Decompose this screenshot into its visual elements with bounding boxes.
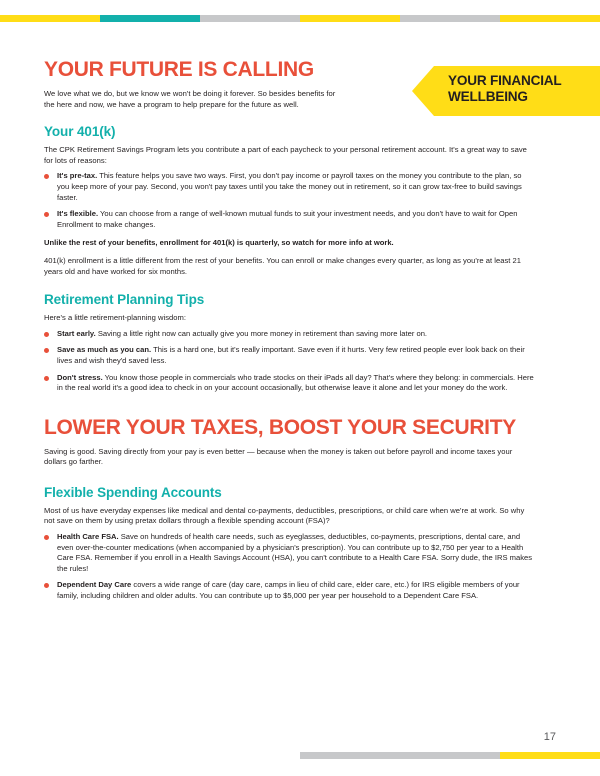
list-item <box>44 532 534 574</box>
list-item-lead: It's pre-tax. <box>57 171 98 181</box>
bullet-dot-icon <box>44 348 49 353</box>
401k-intro-paragraph: The CPK Retirement Savings Program lets you contribute a part of each paycheck to your personal retirement account. It's a great way to save for lots of reasons: <box>44 145 527 165</box>
list-item-text: You can choose from a range of well-known mutual funds to suit your investment needs, and you don't have to wait for Open Enrollment to make changes. <box>57 209 518 229</box>
list-item-text: This is a hard one, but it's really important. Save even if it hurts. Very few retired people ever look back on their lives and wish they'd saved less. <box>57 345 525 365</box>
401k-bullet-list <box>44 171 534 230</box>
bullet-dot-icon <box>44 535 49 540</box>
rule-segment <box>100 15 200 22</box>
list-item-lead: Don't stress. <box>57 372 103 382</box>
tips-bullet-list <box>44 329 534 394</box>
tips-intro-paragraph: Here's a little retirement-planning wisdom: <box>44 313 187 323</box>
list-item-text: You know those people in commercials who trade stocks on their iPads all day? That's where they belong: in commercials. Here in the real world it's a good idea to check in on your account occasionally, but otherwise leave it alone and let your money do the work. <box>57 372 534 393</box>
fsa-bullet-list <box>44 532 534 602</box>
banner-line-2: WELLBEING <box>448 89 528 104</box>
page-title-taxes: LOWER YOUR TAXES, BOOST YOUR SECURITY <box>44 415 516 439</box>
top-rule-bar <box>0 15 600 22</box>
rule-segment <box>300 15 400 22</box>
bullet-dot-icon <box>44 174 49 179</box>
401k-closing-paragraph: 401(k) enrollment is a little different from the rest of your benefits. You can enroll or make changes every quarter, as long as you're at least 21 years old and have worked for six months. <box>44 255 522 276</box>
list-item-lead: Save as much as you can. <box>57 345 152 355</box>
page-content <box>44 58 534 610</box>
list-item <box>44 345 534 366</box>
bottom-rule-bar <box>0 752 600 759</box>
list-item-lead: Dependent Day Care <box>57 580 132 590</box>
rule-segment <box>500 752 600 759</box>
list-item <box>44 171 534 203</box>
401k-emphasis-note: Unlike the rest of your benefits, enrollment for 401(k) is quarterly, so watch for more info at work. <box>44 238 394 248</box>
list-item <box>44 329 534 340</box>
page-number: 17 <box>543 731 556 743</box>
fsa-intro-paragraph: Most of us have everyday expenses like medical and dental co-payments, deductibles, prescriptions, or child care when we're at work. So why not save on them by using pretax dollars through a flexible spending account (FSA)? <box>44 505 525 526</box>
rule-segment <box>0 752 300 759</box>
bullet-dot-icon <box>44 376 49 381</box>
subheading-flexible-spending-accounts: Flexible Spending Accounts <box>44 484 222 500</box>
list-item-lead: It's flexible. <box>57 209 99 219</box>
future-intro-paragraph: We love what we do, but we know we won't be doing it forever. So besides benefits for the here and now, we have a program to help prepare for the future as well. <box>44 89 336 109</box>
list-item <box>44 209 534 230</box>
rule-segment <box>200 15 300 22</box>
list-item-lead: Health Care FSA. <box>57 532 119 542</box>
list-item <box>44 373 534 394</box>
bullet-dot-icon <box>44 212 49 217</box>
rule-segment <box>300 752 500 759</box>
subheading-retirement-planning-tips: Retirement Planning Tips <box>44 292 205 308</box>
list-item-text: covers a wide range of care (day care, camps in lieu of child care, elder care, etc.) for IRS eligible members of your family, including children and older adults. You can contribute up to $5,000 per year per household to a Dependent Care FSA. <box>57 580 520 601</box>
list-item-text: Saving a little right now can actually give you more money in retirement than saving more later on. <box>95 328 428 338</box>
subheading-your-401k: Your 401(k) <box>44 124 116 140</box>
rule-segment <box>0 15 100 22</box>
page-title-future: YOUR FUTURE IS CALLING <box>44 58 314 81</box>
banner-line-1: YOUR FINANCIAL <box>448 73 562 88</box>
rule-segment <box>500 15 600 22</box>
taxes-intro-paragraph: Saving is good. Saving directly from your pay is even better — because when the money is taken out before payroll and income taxes your dollars go farther. <box>44 446 513 467</box>
bullet-dot-icon <box>44 583 49 588</box>
rule-segment <box>400 15 500 22</box>
bullet-dot-icon <box>44 332 49 337</box>
list-item <box>44 580 534 601</box>
list-item-lead: Start early. <box>57 328 96 338</box>
list-item-text: Save on hundreds of health care needs, such as eyeglasses, deductibles, co-payments, prescriptions, dental care, and even over-the-counter medications (when accompanied by a physician's prescription). You can contribute up to $2,750 per year to a Health Care FSA. Remember if you enroll in a Health Savings Account (HSA), you can't contribute to a Health Care FSA. Sorry dude, the IRS makes the rules! <box>57 532 533 573</box>
list-item-text: This feature helps you save two ways. First, you don't pay income or payroll taxes on the money you contribute to the plan, so you keep more of your pay. Second, you won't pay taxes until you take the money out in retirement, so it can grow tax-free to build savings faster. <box>57 171 522 202</box>
